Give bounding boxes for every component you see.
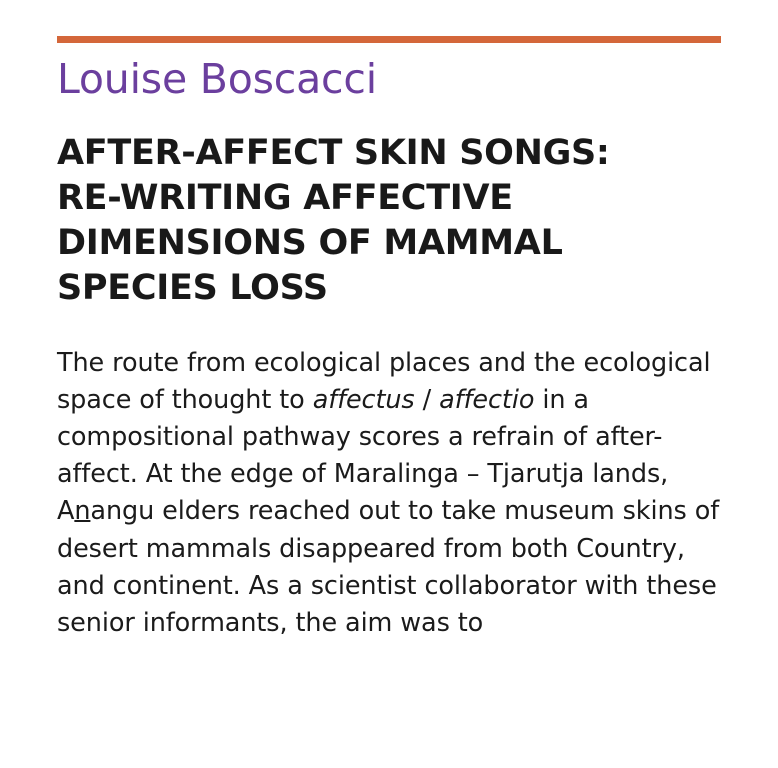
abstract-italic-affectio: affectio xyxy=(439,384,535,415)
author-name: Louise Boscacci xyxy=(57,55,377,103)
article-title: AFTER-AFFECT SKIN SONGS: RE-WRITING AFFECTIVE DIMENSIONS OF MAMMAL SPECIES LOSS xyxy=(57,133,610,308)
abstract-text-2: in a compositional pathway scores a refrain of after-affect. At the edge of Maralinga – Tjarutja lands, A xyxy=(57,384,669,527)
abstract-text-1: The route from ecological places and the ecological space of thought to xyxy=(57,347,711,415)
abstract-italic-affectus: affectus xyxy=(312,384,415,415)
abstract-text-separator: / xyxy=(414,384,440,415)
abstract-text-3: angu elders reached out to take museum skins of desert mammals disappeared from both Country, and continent. As a scientist collaborator with these senior informants, the aim was to xyxy=(57,496,720,639)
top-accent-rule xyxy=(57,36,721,43)
abstract-underlined-letter: n xyxy=(74,496,91,527)
article-abstract xyxy=(57,345,722,643)
article-content xyxy=(57,55,725,642)
